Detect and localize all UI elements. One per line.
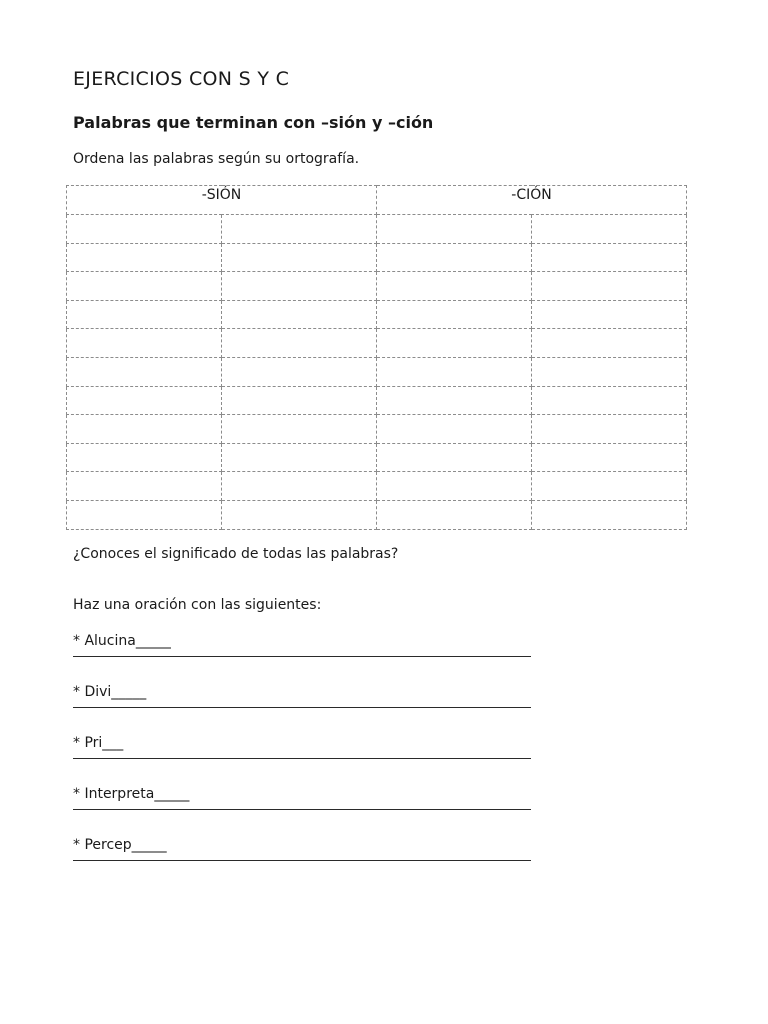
table-row [67, 215, 687, 244]
table-cell[interactable] [377, 272, 532, 301]
table-cell[interactable] [532, 243, 687, 272]
table-cell[interactable] [222, 300, 377, 329]
sort-table [66, 185, 687, 530]
table-cell[interactable] [67, 443, 222, 472]
table-cell[interactable] [532, 300, 687, 329]
table-cell[interactable] [532, 215, 687, 244]
table-cell[interactable] [532, 386, 687, 415]
table-cell[interactable] [377, 415, 532, 444]
table-cell[interactable] [532, 443, 687, 472]
answer-line[interactable] [73, 656, 531, 657]
answer-line[interactable] [73, 707, 531, 708]
question-text: ¿Conoces el significado de todas las palabras? [73, 546, 399, 562]
table-cell[interactable] [532, 500, 687, 529]
table-row [67, 443, 687, 472]
exercise-item [73, 734, 531, 759]
page-title: EJERCICIOS CON S Y C [73, 68, 290, 90]
table-cell[interactable] [222, 443, 377, 472]
exercise-label: * Interpreta_____ [73, 786, 190, 802]
table-row [67, 415, 687, 444]
section-title: Palabras que terminan con –sión y –ción [73, 113, 434, 132]
instruction-text: Ordena las palabras según su ortografía. [73, 151, 360, 167]
table-cell[interactable] [532, 357, 687, 386]
exercise-item [73, 632, 531, 657]
table-cell[interactable] [67, 215, 222, 244]
table-cell[interactable] [377, 215, 532, 244]
table-cell[interactable] [222, 415, 377, 444]
table-cell[interactable] [377, 500, 532, 529]
table-row [67, 472, 687, 501]
exercise-label: * Percep_____ [73, 837, 167, 853]
table-row [67, 357, 687, 386]
table-cell[interactable] [532, 272, 687, 301]
exercise-label: * Pri___ [73, 735, 124, 751]
header-sion: -SIÓN [67, 186, 377, 215]
table-body [67, 215, 687, 530]
exercise-label: * Alucina_____ [73, 633, 171, 649]
header-cion: -CIÓN [377, 186, 687, 215]
table-cell[interactable] [67, 329, 222, 358]
table-cell[interactable] [377, 329, 532, 358]
table-cell[interactable] [67, 472, 222, 501]
table-cell[interactable] [377, 443, 532, 472]
table-cell[interactable] [222, 215, 377, 244]
table-cell[interactable] [377, 243, 532, 272]
table-cell[interactable] [222, 272, 377, 301]
answer-line[interactable] [73, 809, 531, 810]
answer-line[interactable] [73, 758, 531, 759]
table-cell[interactable] [532, 472, 687, 501]
table-row [67, 500, 687, 529]
table-cell[interactable] [222, 243, 377, 272]
table-row [67, 243, 687, 272]
table-cell[interactable] [67, 500, 222, 529]
table-row [67, 329, 687, 358]
exercise-item [73, 785, 531, 810]
table-cell[interactable] [532, 329, 687, 358]
exercise-item [73, 683, 531, 708]
table-row [67, 386, 687, 415]
table-cell[interactable] [67, 386, 222, 415]
table-cell[interactable] [222, 386, 377, 415]
table-row [67, 272, 687, 301]
table-cell[interactable] [67, 357, 222, 386]
table-cell[interactable] [222, 472, 377, 501]
table-cell[interactable] [222, 329, 377, 358]
table-cell[interactable] [377, 357, 532, 386]
prompt-text: Haz una oración con las siguientes: [73, 597, 322, 613]
table-cell[interactable] [67, 300, 222, 329]
exercise-label: * Divi_____ [73, 684, 147, 700]
table-cell[interactable] [377, 386, 532, 415]
table-row [67, 300, 687, 329]
table-cell[interactable] [377, 472, 532, 501]
table-cell[interactable] [67, 415, 222, 444]
table-cell[interactable] [222, 500, 377, 529]
exercise-item [73, 836, 531, 861]
table-header-row [67, 186, 687, 215]
table-cell[interactable] [532, 415, 687, 444]
table-cell[interactable] [67, 243, 222, 272]
table-cell[interactable] [67, 272, 222, 301]
table-cell[interactable] [222, 357, 377, 386]
answer-line[interactable] [73, 860, 531, 861]
table-cell[interactable] [377, 300, 532, 329]
